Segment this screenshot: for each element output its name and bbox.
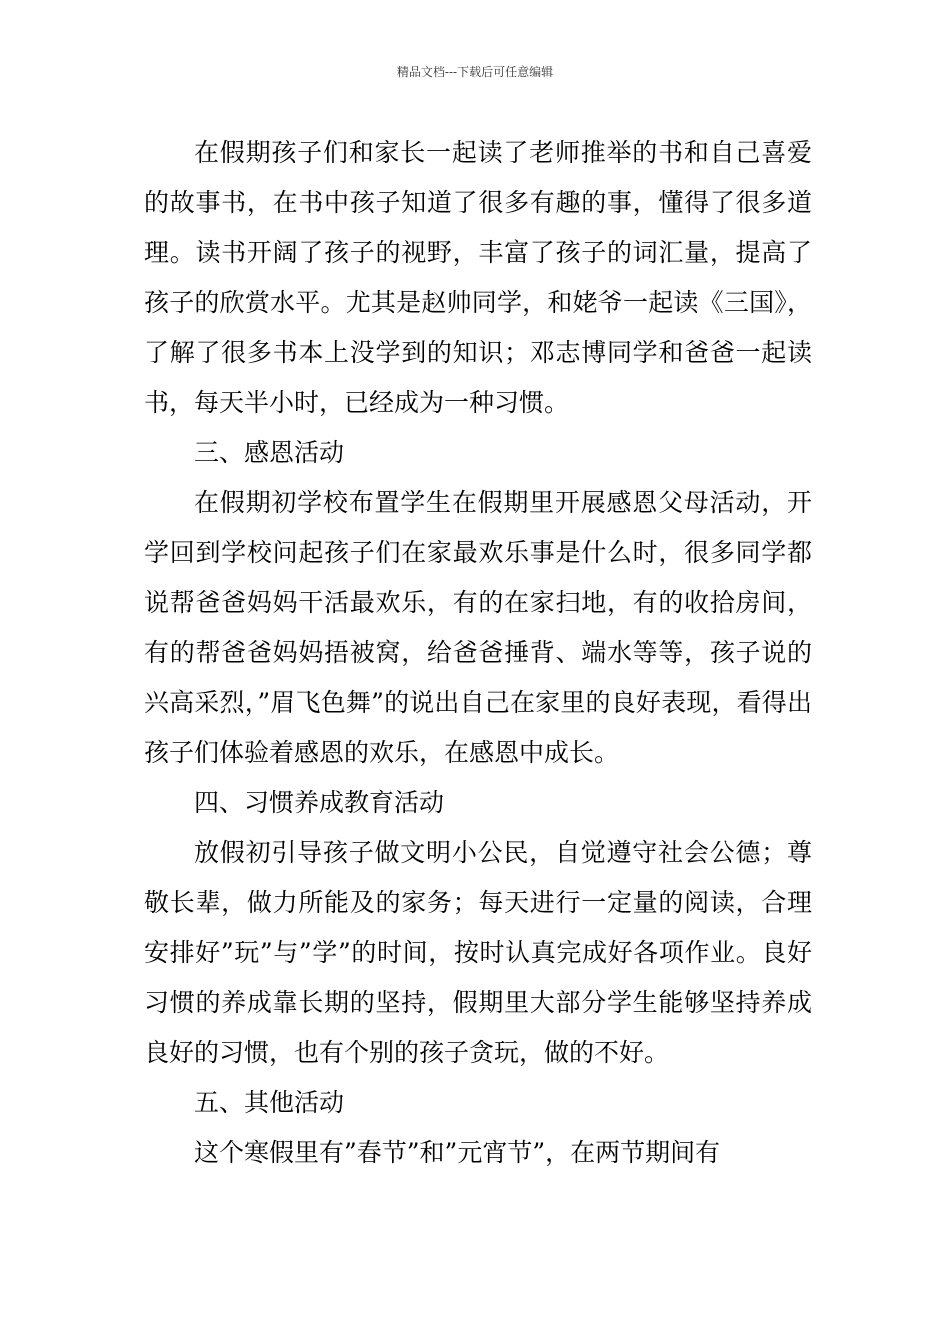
paragraph-reading: 在假期孩子们和家长一起读了老师推举的书和自己喜爱的故事书，在书中孩子知道了很多有趣的事，懂得了很多道理。读书开阔了孩子的视野，丰富了孩子的词汇量，提高了孩子的欣赏水平。尤其是赵帅同学，和姥爷一起读《三国》，了解了很多书本上没学到的知识；邓志博同学和爸爸一起读书，每天半小时，已经成为一种习惯。	[144, 138, 812, 417]
section-heading-other: 五、其他活动	[194, 1088, 345, 1117]
document-body	[144, 128, 812, 1178]
paragraph-gratitude: 在假期初学校布置学生在假期里开展感恩父母活动，开学回到学校问起孩子们在家最欢乐事是什么时，很多同学都说帮爸爸妈妈干活最欢乐，有的在家扫地，有的收拾房间，有的帮爸爸妈妈捂被窝，给爸爸捶背、端水等等，孩子说的兴高采烈，”眉飞色舞”的说出自己在家里的良好表现，看得出孩子们体验着感恩的欢乐，在感恩中成长。	[144, 488, 812, 767]
paragraph-habits: 放假初引导孩子做文明小公民，自觉遵守社会公德；尊敬长辈，做力所能及的家务；每天进行一定量的阅读，合理安排好”玩”与”学”的时间，按时认真完成好各项作业。良好习惯的养成靠长期的坚持，假期里大部分学生能够坚持养成良好的习惯，也有个别的孩子贪玩，做的不好。	[144, 838, 812, 1067]
page-header: 精品文档---下载后可任意编辑	[396, 65, 554, 79]
section-heading-habits: 四、习惯养成教育活动	[194, 788, 445, 817]
section-heading-gratitude: 三、感恩活动	[194, 438, 345, 467]
paragraph-other: 这个寒假里有”春节”和”元宵节”，在两节期间有	[194, 1138, 721, 1167]
